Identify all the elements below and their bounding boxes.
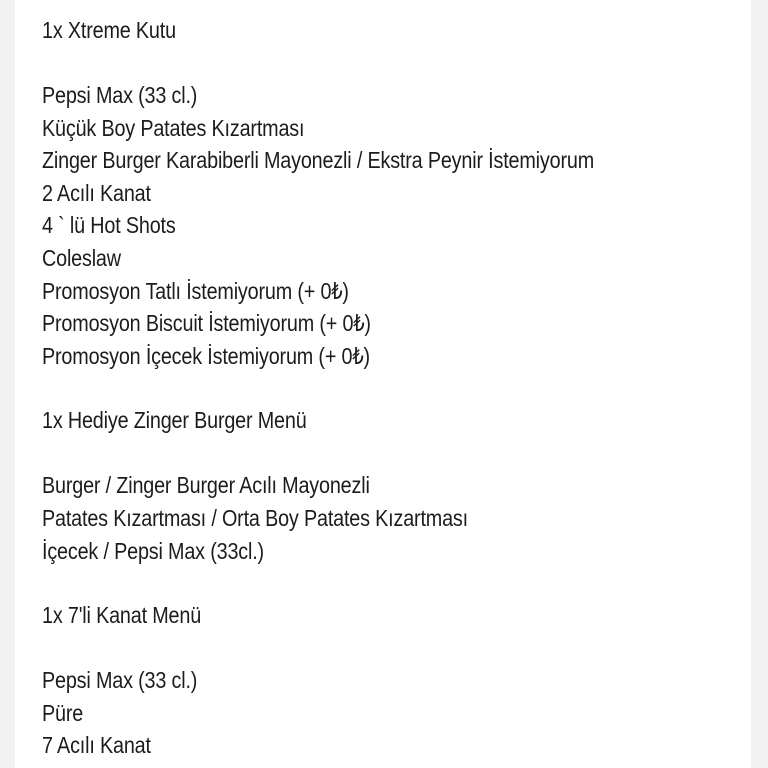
group-title-spacer	[42, 632, 751, 664]
order-group	[42, 599, 751, 762]
group-title-spacer	[42, 47, 751, 79]
order-line-item: Promosyon Biscuit İstemiyorum (+ 0₺)	[42, 310, 371, 337]
group-separator-gap	[42, 567, 751, 599]
order-group	[42, 404, 751, 599]
order-line-item: İçecek / Pepsi Max (33cl.)	[42, 537, 264, 564]
order-line-item: Burger / Zinger Burger Acılı Mayonezli	[42, 472, 370, 499]
order-group-title: 1x Xtreme Kutu	[42, 17, 176, 43]
order-line-item: Püre	[42, 699, 84, 726]
order-line-item: 4 ` lü Hot Shots	[42, 212, 176, 239]
order-detail-card	[15, 0, 751, 768]
order-group-lines	[42, 664, 751, 762]
order-line-item: Pepsi Max (33 cl.)	[42, 82, 198, 108]
order-line-item: Pepsi Max (33 cl.)	[42, 667, 198, 694]
order-group-lines	[42, 469, 751, 567]
order-line-item: Promosyon Tatlı İstemiyorum (+ 0₺)	[42, 277, 349, 304]
group-separator-gap	[42, 372, 751, 404]
order-group	[42, 14, 751, 404]
order-items-list	[15, 0, 751, 762]
order-line-item: Zinger Burger Karabiberli Mayonezli / Ekstra Peynir İstemiyorum	[42, 147, 594, 174]
order-line-item: Küçük Boy Patates Kızartması	[42, 114, 305, 141]
order-line-item: Coleslaw	[42, 244, 121, 271]
order-line-item: Promosyon İçecek İstemiyorum (+ 0₺)	[42, 342, 370, 369]
order-group-title: 1x Hediye Zinger Burger Menü	[42, 407, 307, 434]
order-line-item: Patates Kızartması / Orta Boy Patates Kızartması	[42, 504, 468, 531]
order-group-lines	[42, 79, 751, 372]
order-group-title: 1x 7'li Kanat Menü	[42, 602, 202, 629]
group-title-spacer	[42, 437, 751, 469]
order-line-item: 2 Acılı Kanat	[42, 179, 151, 206]
order-line-item: 7 Acılı Kanat	[42, 732, 151, 759]
